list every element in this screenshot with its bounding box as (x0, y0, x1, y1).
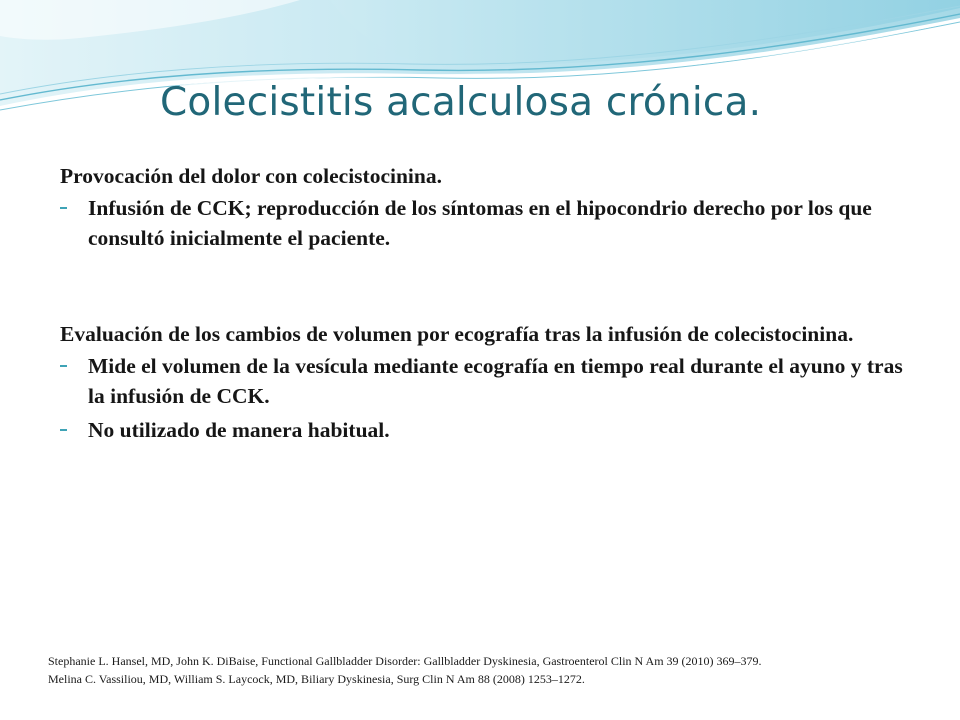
list-item-text: Infusión de CCK; reproducción de los síntomas en el hipocondrio derecho por los que consultó inicialmente el paciente. (88, 196, 872, 250)
section-volume-evaluation (60, 319, 920, 445)
section-pain-provocation (60, 161, 920, 253)
bullet-list (60, 193, 920, 253)
dash-bullet-icon (60, 365, 67, 367)
list-item (60, 351, 920, 411)
list-item (60, 193, 920, 253)
slide-title: Colecistitis acalculosa crónica. (160, 80, 762, 125)
list-item-text: No utilizado de manera habitual. (88, 418, 390, 442)
slide-body (60, 161, 920, 449)
bullet-list (60, 351, 920, 445)
section-heading: Provocación del dolor con colecistocinina. (60, 164, 442, 188)
list-item-text: Mide el volumen de la vesícula mediante ecografía en tiempo real durante el ayuno y tras la infusión de CCK. (88, 354, 903, 408)
reference-item: Melina C. Vassiliou, MD, William S. Laycock, MD, Biliary Dyskinesia, Surg Clin N Am 88 (2008) 1253–1272. (48, 672, 585, 686)
dash-bullet-icon (60, 207, 67, 209)
section-heading: Evaluación de los cambios de volumen por ecografía tras la infusión de colecistocinina. (60, 322, 854, 346)
list-item (60, 415, 920, 445)
references (48, 652, 948, 688)
reference-item: Stephanie L. Hansel, MD, John K. DiBaise, Functional Gallbladder Disorder: Gallbladder Dyskinesia, Gastroenterol Clin N Am 39 (2010) 369–379. (48, 654, 762, 668)
dash-bullet-icon (60, 429, 67, 431)
